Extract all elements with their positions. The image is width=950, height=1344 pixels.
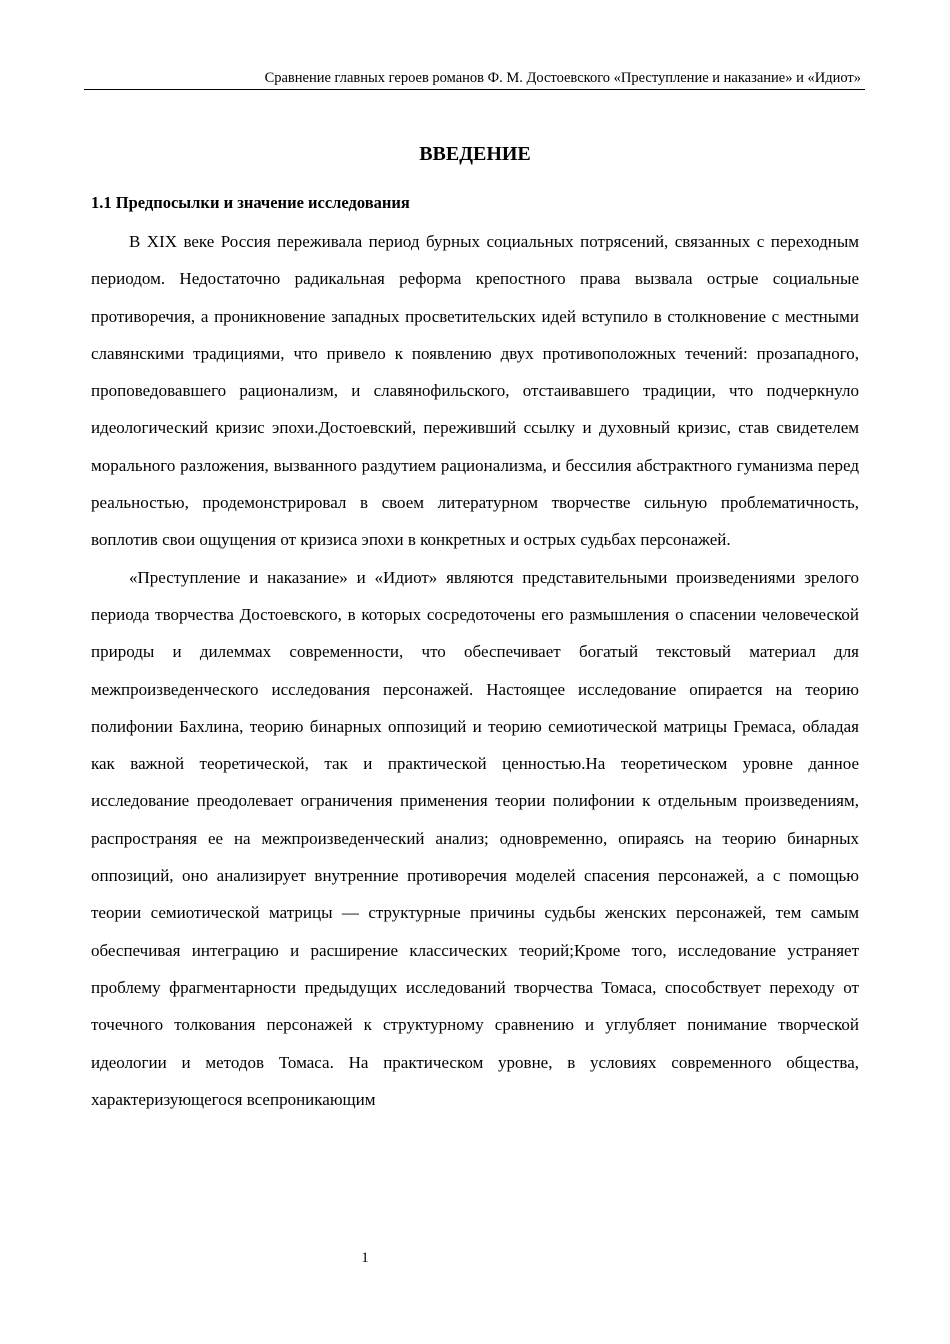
- section-title: ВВЕДЕНИЕ: [419, 143, 531, 165]
- paragraph-2: «Преступление и наказание» и «Идиот» являются представительными произведениями зрелого периода творчества Достоевского, в которых сосредоточены его размышления о спасении человеческой природы и дилеммах современности, что обеспечивает богатый текстовый материал для межпроизведенческого исследования персонажей. Настоящее исследование опирается на теорию полифонии Бахлина, теорию бинарных оппозиций и теорию семиотической матрицы Гремаса, обладая как важной теоретической, так и практической ценностью.На теоретическом уровне данное исследование преодолевает ограничения применения теории полифонии к отдельным произведениям, распространяя ее на межпроизведенческий анализ; одновременно, опираясь на теорию бинарных оппозиций, оно анализирует внутренние противоречия моделей спасения персонажей, а с помощью теории семиотической матрицы — структурные причины судьбы женских персонажей, тем самым обеспечивая интеграцию и расширение классических теорий;Кроме того, исследование устраняет проблему фрагментарности предыдущих исследований творчества Томаса, способствует переходу от точечного толкования персонажей к структурному сравнению и углубляет понимание творческой идеологии и методов Томаса. На практическом уровне, в условиях современного общества, характеризующегося всепроникающим: [91, 567, 859, 1109]
- subsection-title: 1.1 Предпосылки и значение исследования: [91, 193, 410, 212]
- paragraph-1: В XIX веке Россия переживала период бурных социальных потрясений, связанных с переходным периодом. Недостаточно радикальная реформа крепостного права вызвала острые социальные противоречия, а проникновение западных просветительских идей вступило в столкновение с местными славянскими традициями, что привело к появлению двух противоположных течений: прозападного, проповедовавшего рационализм, и славянофильского, отстаивавшего традиции, что подчеркнуло идеологический кризис эпохи.Достоевский, переживший ссылку и духовный кризис, став свидетелем морального разложения, вызванного раздутием рационализма, и бессилия абстрактного гуманизма перед реальностью, продемонстрировал в своем литературном творчестве сильную проблематичность, воплотив свои ощущения от кризиса эпохи в конкретных и острых судьбах персонажей.: [91, 232, 859, 550]
- body-text: [91, 223, 859, 1118]
- running-header: Сравнение главных героев романов Ф. М. Достоевского «Преступление и наказание» и «Идиот»: [84, 68, 865, 90]
- page-number: 1: [361, 1250, 369, 1266]
